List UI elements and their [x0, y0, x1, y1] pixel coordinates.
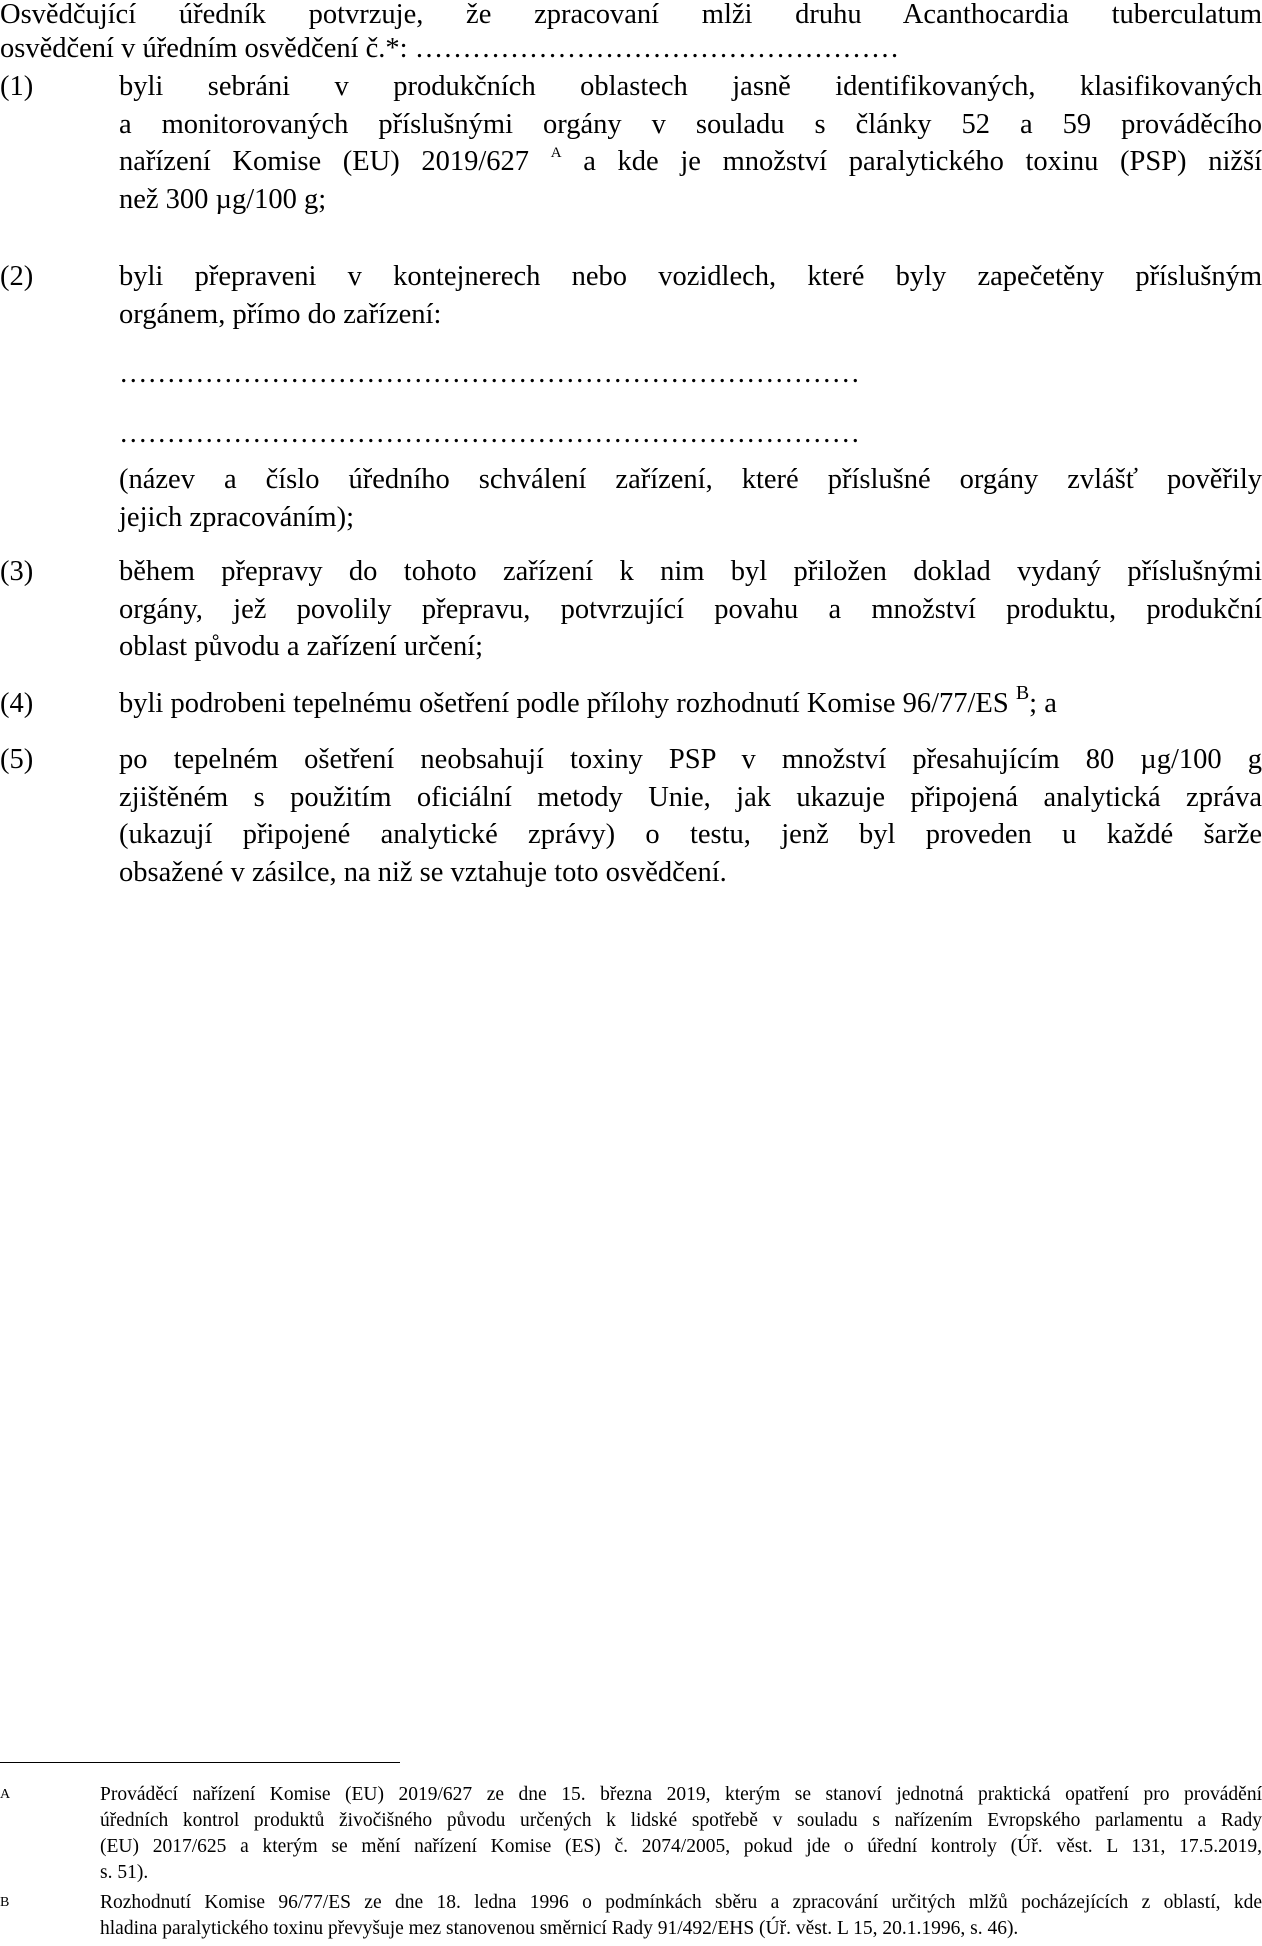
- item-line-part: byli podrobeni tepelnému ošetření podle přílohy rozhodnutí Komise 96/77/ES: [119, 688, 1016, 719]
- footnote-ref-a: A: [550, 145, 562, 161]
- caption-line: (název a číslo úředního schválení zařízení, které příslušné orgány zvlášť pověřily: [119, 464, 1262, 495]
- item-line: oblast původu a zařízení určení;: [119, 631, 484, 662]
- footnote-text: [100, 1782, 1262, 1886]
- footnote-line: (EU) 2017/625 a kterým se mění nařízení Komise (ES) č. 2074/2005, pokud jde o úřední kontroly (Úř. věst. L 131, 17.5.2019,: [100, 1836, 1262, 1857]
- item-number: (1): [0, 71, 34, 102]
- item-number: (5): [0, 744, 34, 775]
- item-number: (2): [0, 261, 34, 292]
- item-line: orgány, jež povolily přepravu, potvrzující povahu a množství produktu, produkční: [119, 593, 1262, 625]
- item-line-part: a kde je množství paralytického toxinu (PSP) nižší: [583, 146, 1262, 177]
- item-text: [119, 682, 1262, 723]
- item-text: [119, 258, 1262, 333]
- intro-line-1: Osvědčující úředník potvrzuje, že zpracovaní mlži druhu Acanthocardia tuberculatum: [0, 0, 1262, 30]
- item-line: během přepravy do tohoto zařízení k nim byl přiložen doklad vydaný příslušnými: [119, 556, 1262, 587]
- intro-line-2: osvědčení v úředním osvědčení č.*:: [0, 33, 415, 64]
- item-line-part: nařízení Komise (EU) 2019/627: [119, 146, 530, 177]
- footnote-line: úředních kontrol produktů živočišného původu určených k lidské spotřebě v souladu s nařízením Evropského parlamentu a Rady: [100, 1810, 1262, 1831]
- item-number: (4): [0, 688, 34, 719]
- footnote-line: Prováděcí nařízení Komise (EU) 2019/627 ze dne 15. března 2019, kterým se stanoví jednotná praktická opatření pro provádění: [100, 1784, 1262, 1805]
- item-line: byli sebráni v produkčních oblastech jasně identifikovaných, klasifikovaných: [119, 71, 1262, 102]
- item-line: byli přepraveni v kontejnerech nebo vozidlech, které byly zapečetěny příslušným: [119, 261, 1262, 292]
- item-line-with-note: [119, 143, 1262, 181]
- caption-text: [119, 461, 1262, 536]
- certificate-number-blank: ……………………………………………: [414, 33, 900, 64]
- item-line: orgánem, přímo do zařízení:: [119, 298, 442, 330]
- item-line: (ukazují připojené analytické zprávy) o testu, jenž byl proveden u každé šarže: [119, 819, 1262, 850]
- item-line-part: ; a: [1029, 688, 1057, 719]
- footnote-text: [100, 1890, 1262, 1942]
- intro-paragraph: [0, 0, 1262, 66]
- item-line: [119, 682, 1262, 723]
- item-line: obsažené v zásilce, na niž se vztahuje toto osvědčení.: [119, 856, 727, 888]
- footnote-mark: A: [0, 1787, 11, 1802]
- item-text: [119, 68, 1262, 218]
- item-text: [119, 553, 1262, 666]
- item-number: (3): [0, 556, 34, 587]
- establishment-blank-2: ……………………………………………………………………: [119, 418, 860, 449]
- footnote-mark: B: [0, 1895, 10, 1910]
- item-line: a monitorovaných příslušnými orgány v souladu s články 52 a 59 prováděcího: [119, 108, 1262, 140]
- item-line: než 300 µg/100 g;: [119, 183, 327, 215]
- item-line: zjištěném s použitím oficiální metody Unie, jak ukazuje připojená analytická zpráva: [119, 781, 1262, 813]
- footnote-separator: [0, 1762, 400, 1763]
- item-line: po tepelném ošetření neobsahují toxiny PSP v množství přesahujícím 80 µg/100 g: [119, 744, 1262, 775]
- footnote-line: Rozhodnutí Komise 96/77/ES ze dne 18. ledna 1996 o podmínkách sběru a zpracování určitých mlžů pocházejících z oblastí, kde: [100, 1892, 1262, 1913]
- footnote-line: hladina paralytického toxinu převyšuje mez stanovenou směrnicí Rady 91/492/EHS (Úř. věst. L 15, 20.1.1996, s. 46).: [100, 1918, 1019, 1939]
- establishment-blank-1: ……………………………………………………………………: [119, 358, 860, 389]
- item-text: [119, 741, 1262, 891]
- footnote-ref-b: B: [1015, 682, 1030, 704]
- caption-line: jejich zpracováním);: [119, 501, 355, 533]
- footnote-line: s. 51).: [100, 1862, 149, 1883]
